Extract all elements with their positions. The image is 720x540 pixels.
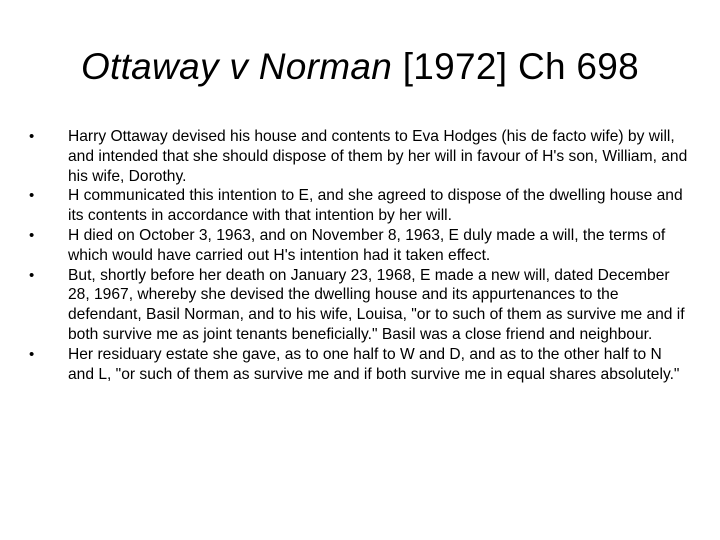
bullet-icon: • (29, 187, 35, 205)
bullet-text: H died on October 3, 1963, and on November 8, 1963, E duly made a will, the terms of which would have carried out H's intention had it taken effect. (68, 226, 666, 264)
bullet-icon: • (29, 345, 35, 363)
bullet-item (26, 127, 690, 186)
bullet-item (26, 226, 690, 266)
case-citation: [1972] Ch 698 (392, 46, 640, 87)
slide-title (0, 44, 720, 90)
bullet-icon: • (29, 128, 35, 145)
bullet-text: Harry Ottaway devised his house and contents to Eva Hodges (his de facto wife) by will, and intended that she should dispose of them by her will in favour of H's son, William, and his wife, Dorothy. (68, 128, 688, 185)
bullet-icon: • (29, 266, 35, 284)
bullet-icon: • (29, 226, 35, 244)
case-name: Ottaway v Norman (80, 46, 393, 87)
bullet-text: H communicated this intention to E, and she agreed to dispose of the dwelling house and its contents in accordance with that intention by her will. (68, 187, 683, 225)
bullet-text: Her residuary estate she gave, as to one half to W and D, and as to the other half to N and L, "or such of them as survive me and if both survive me in equal shares absolutely." (68, 345, 680, 383)
bullet-list (26, 127, 690, 384)
bullet-item (26, 266, 690, 345)
bullet-item (26, 345, 690, 385)
bullet-item (26, 186, 690, 226)
bullet-text: But, shortly before her death on January 23, 1968, E made a new will, dated December 28, 1967, whereby she devised the dwelling house and its appurtenances to the defendant, Basil Norman, and to his wife, Louisa, "or to such of them as survive me and if both survive me as joint tenants beneficially." Basil was a close friend and neighbour. (68, 266, 685, 343)
